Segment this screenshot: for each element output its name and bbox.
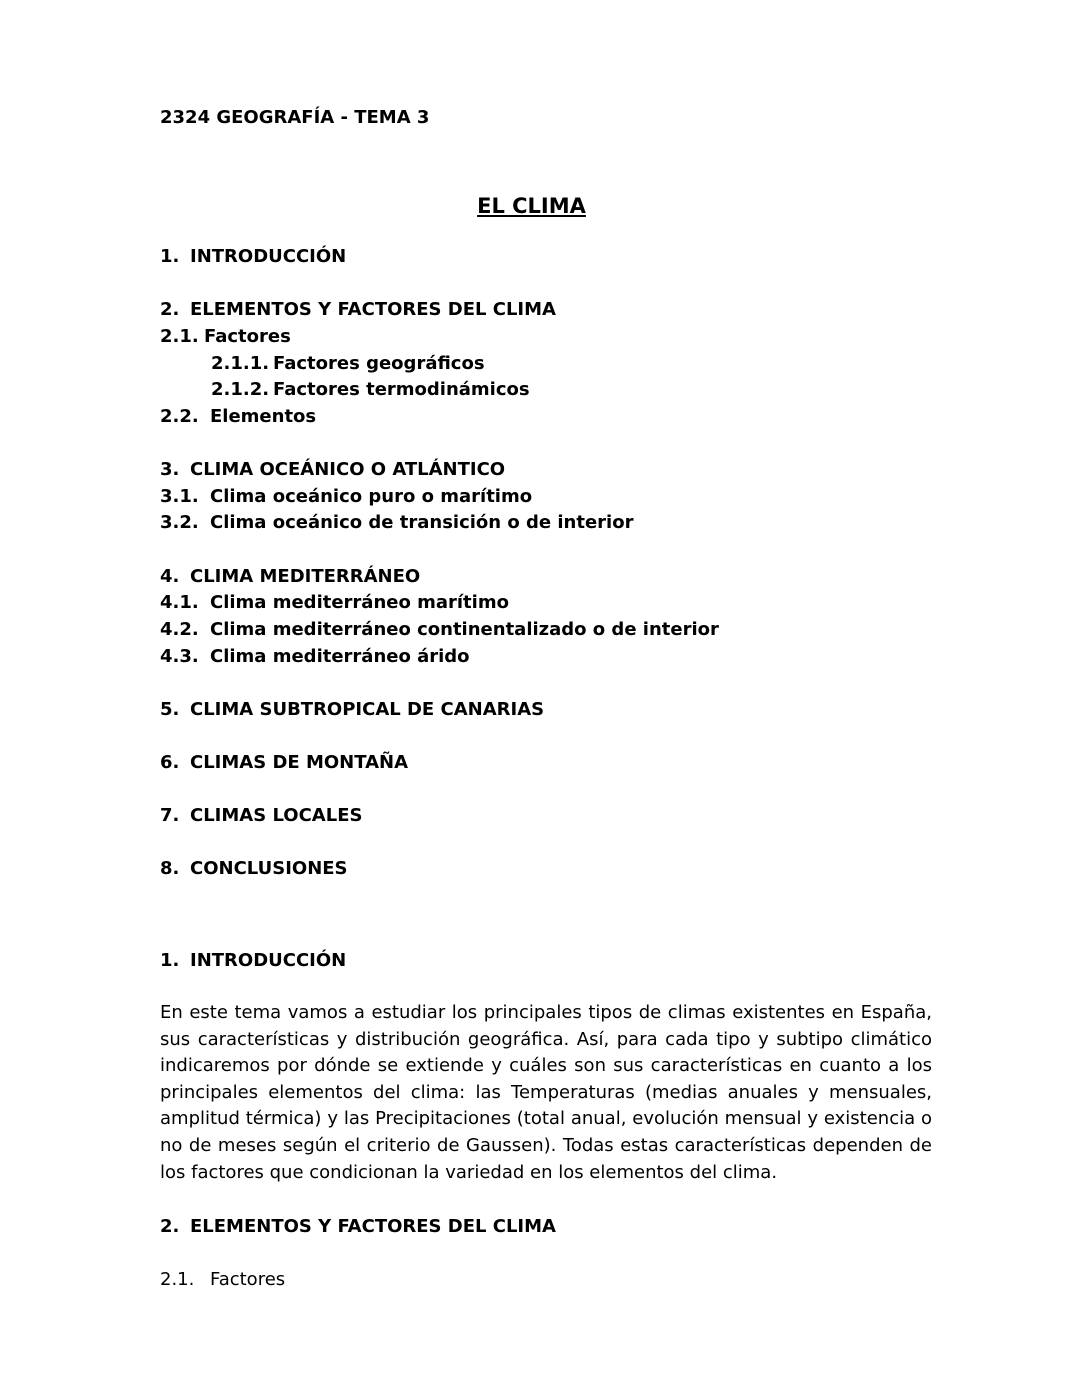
toc-item-number: 3.1.: [160, 486, 199, 507]
toc-item-label: Clima mediterráneo árido: [210, 646, 470, 667]
toc-item-label: Clima oceánico de transición o de interior: [210, 512, 634, 533]
toc-item-number: 8.: [160, 858, 180, 879]
toc-item: [160, 751, 408, 775]
section-label: ELEMENTOS Y FACTORES DEL CLIMA: [190, 1216, 556, 1237]
toc-item-label: Factores termodinámicos: [273, 379, 530, 400]
toc-item-label: Clima mediterráneo continentalizado o de interior: [210, 619, 719, 640]
toc-item-number: 4.: [160, 566, 180, 587]
toc-item-label: Factores: [204, 326, 291, 347]
toc-item-number: 4.1.: [160, 592, 199, 613]
section-heading-introduccion: [160, 949, 346, 973]
toc-item-label: Factores geográficos: [273, 353, 485, 374]
toc-item-label: CLIMAS DE MONTAÑA: [190, 752, 409, 773]
toc-item-label: CLIMA MEDITERRÁNEO: [190, 566, 421, 587]
toc-item-number: 2.1.2.: [211, 379, 270, 400]
toc-item: [160, 245, 346, 269]
section-label: INTRODUCCIÓN: [190, 950, 347, 971]
toc-item-number: 1.: [160, 246, 180, 267]
toc-subsubitem: [211, 352, 485, 376]
toc-item: [160, 857, 348, 881]
document-header: 2324 GEOGRAFÍA - TEMA 3: [160, 107, 430, 128]
subsection-heading-factores: [160, 1268, 285, 1292]
toc-item-number: 5.: [160, 699, 180, 720]
toc-item-number: 3.2.: [160, 512, 199, 533]
toc-item: [160, 698, 544, 722]
section-number: 2.: [160, 1216, 180, 1237]
toc-item-number: 2.2.: [160, 406, 199, 427]
toc-item: [160, 458, 505, 482]
toc-item-number: 4.2.: [160, 619, 199, 640]
section-number: 2.1.: [160, 1269, 195, 1290]
section-label: Factores: [210, 1269, 286, 1290]
toc-item-number: 3.: [160, 459, 180, 480]
toc-subitem: [160, 485, 532, 509]
toc-subitem: [160, 325, 291, 349]
toc-item-number: 2.1.1.: [211, 353, 270, 374]
intro-paragraph: En este tema vamos a estudiar los principales tipos de climas existentes en España, sus características y distribución geográfica. Así, para cada tipo y subtipo climático indicaremos por dónde se extiende y cuáles son sus características en cuanto a los principales elementos del clima: las Temperaturas (medias anuales y mensuales, amplitud térmica) y las Precipitaciones (total anual, evolución mensual y existencia o no de meses según el criterio de Gaussen). Todas estas características dependen de los factores que condicionan la variedad en los elementos del clima.: [160, 1002, 932, 1183]
toc-subitem: [160, 405, 316, 429]
toc-item-number: 7.: [160, 805, 180, 826]
toc-item-label: Clima mediterráneo marítimo: [210, 592, 509, 613]
toc-item-label: Elementos: [210, 406, 317, 427]
toc-item-label: ELEMENTOS Y FACTORES DEL CLIMA: [190, 299, 556, 320]
toc-subitem: [160, 511, 633, 535]
toc-item-number: 2.: [160, 299, 180, 320]
toc-item-label: CLIMA SUBTROPICAL DE CANARIAS: [190, 699, 545, 720]
document-title: EL CLIMA: [477, 194, 586, 218]
toc-subitem: [160, 645, 470, 669]
toc-subitem: [160, 618, 719, 642]
toc-item-number: 2.1.: [160, 326, 199, 347]
toc-item-label: CLIMAS LOCALES: [190, 805, 363, 826]
toc-item: [160, 298, 556, 322]
toc-item-label: CLIMA OCEÁNICO O ATLÁNTICO: [190, 459, 506, 480]
toc-item-label: Clima oceánico puro o marítimo: [210, 486, 533, 507]
toc-item: [160, 565, 420, 589]
section-heading-elementos: [160, 1215, 556, 1239]
toc-item-label: INTRODUCCIÓN: [190, 246, 347, 267]
toc-item-number: 6.: [160, 752, 180, 773]
toc-item-label: CONCLUSIONES: [190, 858, 348, 879]
toc-item: [160, 804, 362, 828]
toc-subsubitem: [211, 378, 530, 402]
toc-item-number: 4.3.: [160, 646, 199, 667]
toc-subitem: [160, 591, 509, 615]
section-number: 1.: [160, 950, 180, 971]
